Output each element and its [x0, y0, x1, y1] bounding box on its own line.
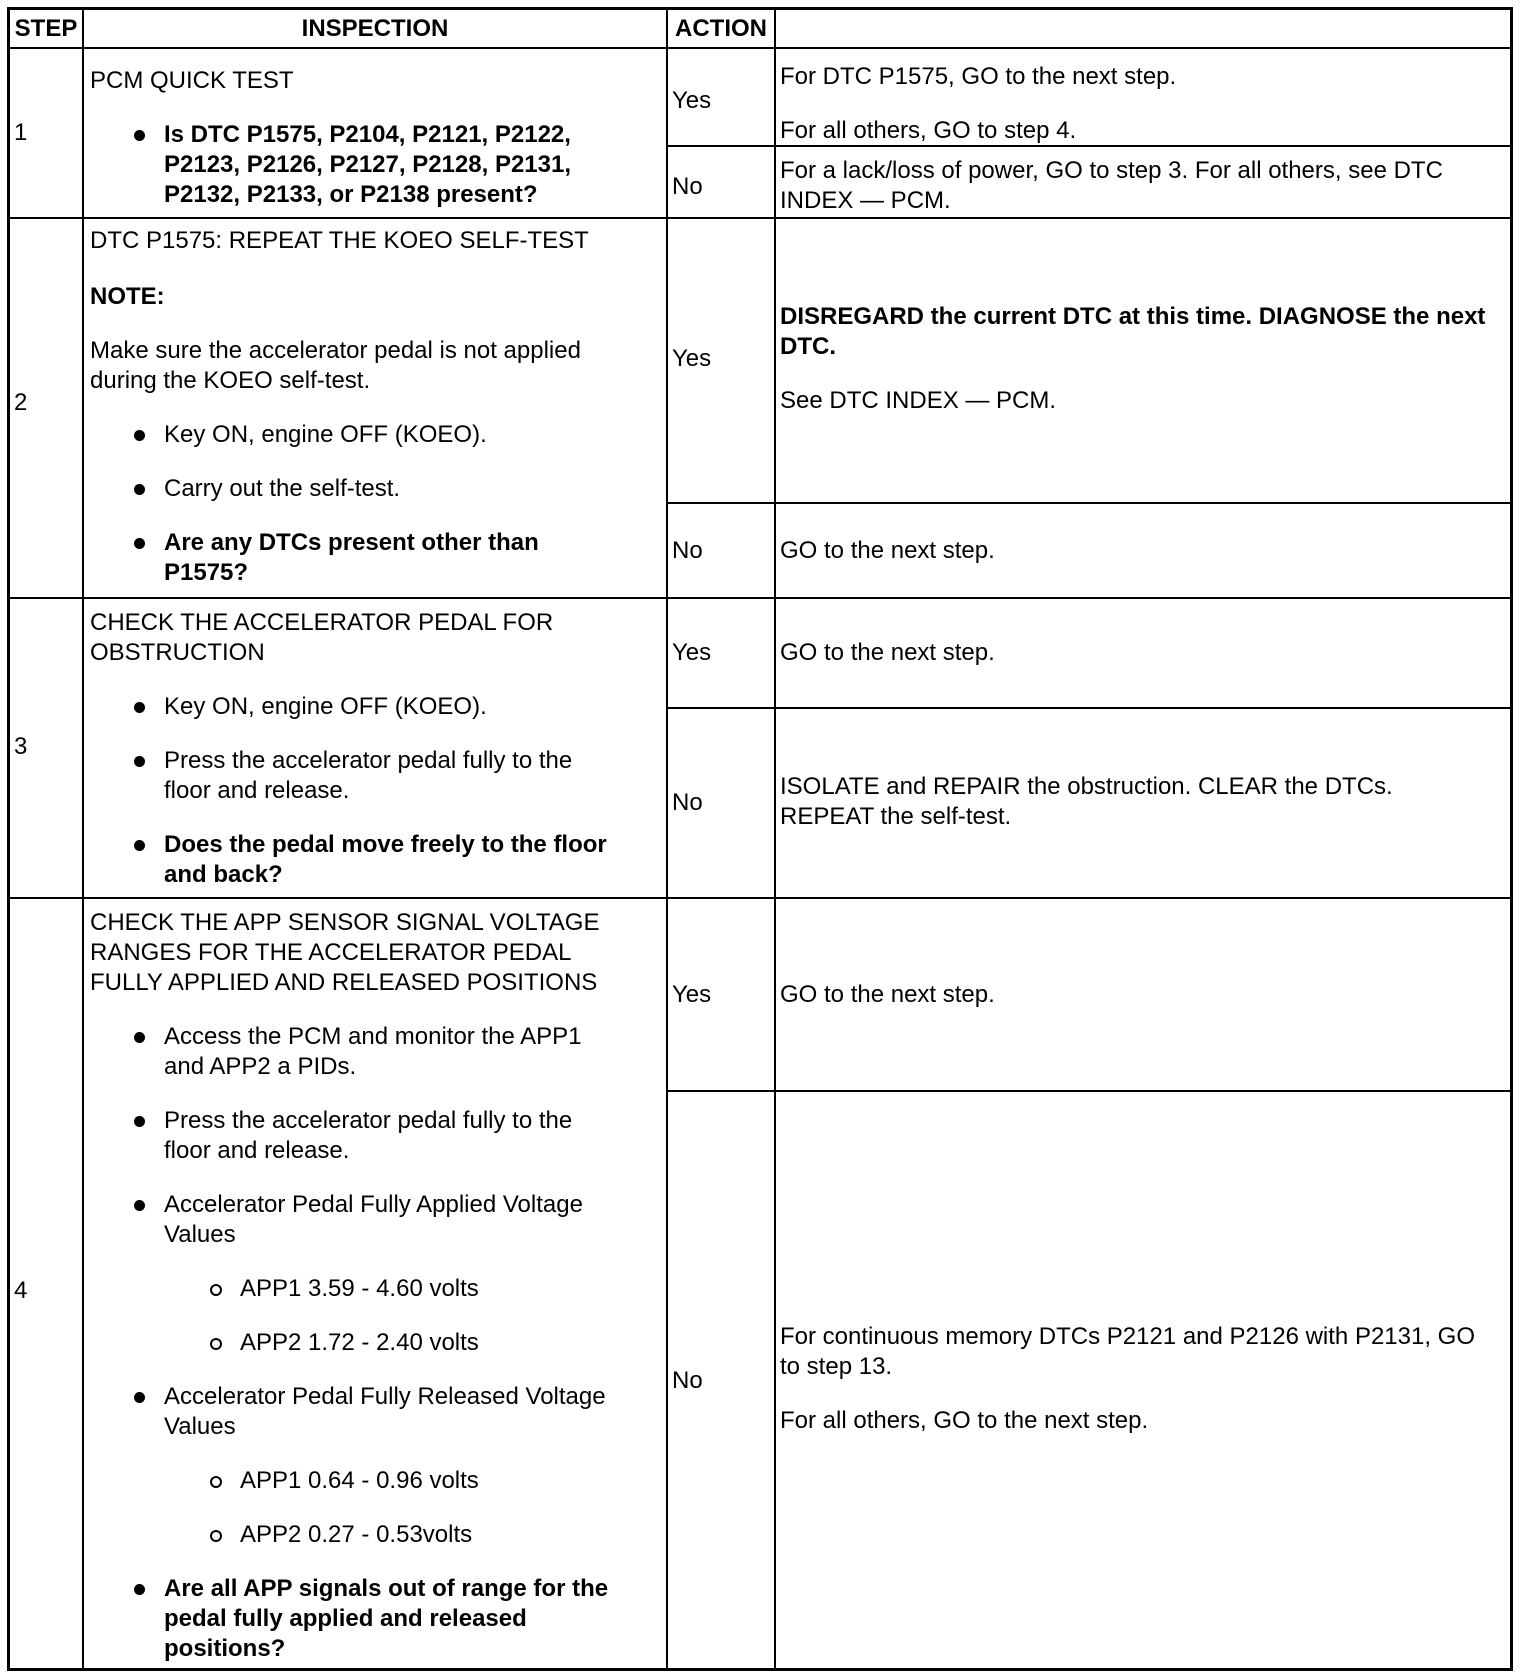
no-label: No	[672, 537, 703, 564]
step-bullet: Press the accelerator pedal fully to the floor and release.	[164, 746, 572, 806]
bullet-icon	[134, 840, 145, 851]
step-title: CHECK THE APP SENSOR SIGNAL VOLTAGE	[90, 909, 600, 936]
no-label: No	[672, 1367, 703, 1394]
bullet-icon	[134, 130, 145, 141]
row-divider-2	[10, 597, 1510, 599]
yes-result: For DTC P1575, GO to the next step.	[780, 63, 1177, 90]
diagnostic-table	[7, 7, 1513, 1671]
step-question: Are any DTCs present other than P1575?	[164, 528, 539, 588]
step-number: 4	[14, 1277, 28, 1304]
bullet-icon	[134, 484, 145, 495]
bullet-icon	[134, 1200, 145, 1211]
no-label: No	[672, 173, 703, 200]
no-result: to step 13.	[780, 1353, 893, 1380]
step-number: 1	[14, 119, 28, 146]
step-question: Does the pedal move freely to the floor and back?	[164, 830, 607, 890]
step-bullet: Access the PCM and monitor the APP1 and APP2 a PIDs.	[164, 1022, 582, 1082]
header-action: ACTION	[675, 15, 767, 42]
yes-result: GO to the next step.	[780, 981, 995, 1008]
bullet-icon	[134, 756, 145, 767]
yes-result: For all others, GO to step 4.	[780, 117, 1077, 144]
row-divider-3	[10, 897, 1510, 899]
yes-result: See DTC INDEX — PCM.	[780, 387, 1057, 414]
bullet-icon	[134, 538, 145, 549]
step-title: PCM QUICK TEST	[90, 67, 294, 94]
note-text: Make sure the accelerator pedal is not applied	[90, 337, 581, 364]
step-number: 2	[14, 389, 28, 416]
bullet-icon	[134, 430, 145, 441]
yes-result: GO to the next step.	[780, 639, 995, 666]
yes-label: Yes	[672, 345, 712, 372]
step-title: DTC P1575: REPEAT THE KOEO SELF-TEST	[90, 227, 589, 254]
yes-no-divider-4	[666, 1090, 1510, 1092]
no-result: REPEAT the self-test.	[780, 803, 1012, 830]
yes-label: Yes	[672, 639, 712, 666]
header-divider	[10, 47, 1510, 49]
no-result: GO to the next step.	[780, 537, 995, 564]
no-result: INDEX — PCM.	[780, 187, 951, 214]
header-step: STEP	[14, 15, 78, 42]
sub-bullet: APP1 3.59 - 4.60 volts	[240, 1274, 479, 1304]
col-divider-inspection	[666, 10, 668, 1668]
step-title: RANGES FOR THE ACCELERATOR PEDAL	[90, 939, 572, 966]
step-title: OBSTRUCTION	[90, 639, 265, 666]
col-divider-step	[82, 10, 84, 1668]
step-bullet: Press the accelerator pedal fully to the floor and release.	[164, 1106, 572, 1166]
sub-bullet: APP2 1.72 - 2.40 volts	[240, 1328, 479, 1358]
no-result: ISOLATE and REPAIR the obstruction. CLEAR the DTCs.	[780, 773, 1393, 800]
row-divider-1	[10, 217, 1510, 219]
step-bullet-applied: Accelerator Pedal Fully Applied Voltage Values	[164, 1190, 583, 1250]
sub-bullet-icon	[210, 1476, 222, 1488]
step-bullet-released: Accelerator Pedal Fully Released Voltage Values	[164, 1382, 606, 1442]
bullet-icon	[134, 1032, 145, 1043]
yes-result: DTC.	[780, 333, 836, 360]
bullet-icon	[134, 1116, 145, 1127]
note-text: during the KOEO self-test.	[90, 367, 371, 394]
step-bullet: Key ON, engine OFF (KOEO).	[164, 692, 487, 722]
step-question: Is DTC P1575, P2104, P2121, P2122, P2123, P2126, P2127, P2128, P2131, P2132, P2133, or P2138 present?	[164, 120, 571, 210]
yes-no-divider-3	[666, 707, 1510, 709]
no-result: For a lack/loss of power, GO to step 3. For all others, see DTC	[780, 157, 1443, 184]
bullet-icon	[134, 1584, 145, 1595]
no-label: No	[672, 789, 703, 816]
step-number: 3	[14, 733, 28, 760]
header-inspection: INSPECTION	[301, 15, 449, 42]
yes-label: Yes	[672, 981, 712, 1008]
no-result: For continuous memory DTCs P2121 and P2126 with P2131, GO	[780, 1323, 1476, 1350]
col-divider-action	[774, 10, 776, 1668]
sub-bullet: APP1 0.64 - 0.96 volts	[240, 1466, 479, 1496]
yes-no-divider-2	[666, 502, 1510, 504]
sub-bullet-icon	[210, 1530, 222, 1542]
bullet-icon	[134, 1392, 145, 1403]
step-title: CHECK THE ACCELERATOR PEDAL FOR	[90, 609, 554, 636]
note-label: NOTE:	[90, 283, 165, 310]
step-bullet: Carry out the self-test.	[164, 474, 400, 504]
step-bullet: Key ON, engine OFF (KOEO).	[164, 420, 487, 450]
step-question: Are all APP signals out of range for the pedal fully applied and released positions?	[164, 1574, 608, 1664]
yes-result: DISREGARD the current DTC at this time. DIAGNOSE the next	[780, 303, 1486, 330]
sub-bullet-icon	[210, 1284, 222, 1296]
yes-label: Yes	[672, 87, 712, 114]
sub-bullet: APP2 0.27 - 0.53volts	[240, 1520, 472, 1550]
no-result: For all others, GO to the next step.	[780, 1407, 1149, 1434]
bullet-icon	[134, 702, 145, 713]
sub-bullet-icon	[210, 1338, 222, 1350]
step-title: FULLY APPLIED AND RELEASED POSITIONS	[90, 969, 598, 996]
